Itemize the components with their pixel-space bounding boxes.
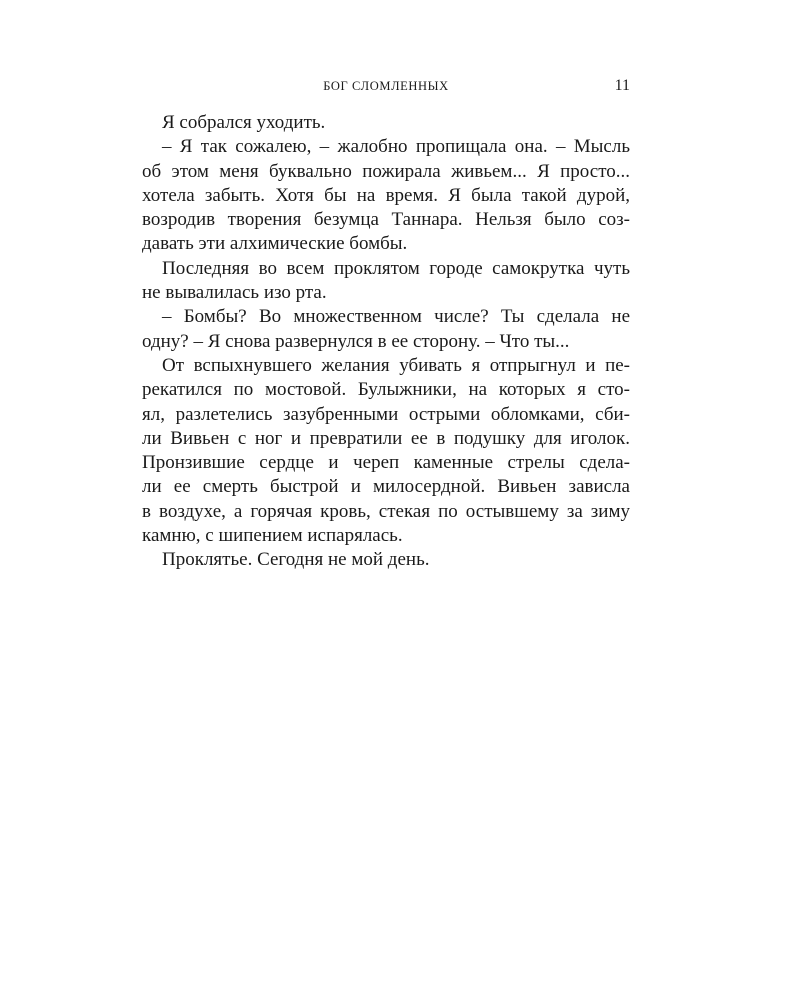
text-line: не вывалилась изо рта. [142,282,327,304]
text-line: давать эти алхимические бомбы. [142,233,408,255]
running-title: БОГ СЛОМЛЕННЫХ [323,79,449,93]
text-line: камню, с шипением испарялась. [142,525,403,547]
text-line: об этом меня буквально пожирала живьем... Я просто... [142,160,630,182]
text-line: в воздухе, а горячая кровь, стекая по остывшему за зиму [142,500,630,522]
text-line: ли ее смерть быстрой и милосердной. Вивьен зависла [142,476,630,498]
text-line: Проклятье. Сегодня не мой день. [162,549,430,571]
page-header [142,76,630,96]
text-line: – Я так сожалею, – жалобно пропищала она. – Мысль [162,136,630,158]
text-line: – Бомбы? Во множественном числе? Ты сделала не [162,306,630,328]
text-line: Я собрался уходить. [162,112,326,133]
text-line: От вспыхнувшего желания убивать я отпрыгнул и пе- [162,354,630,376]
text-line: одну? – Я снова развернулся в ее сторону. – Что ты... [142,330,570,352]
body-text [142,111,630,573]
page-number: 11 [614,77,630,94]
text-line: возродив творения безумца Таннара. Нельзя было соз- [142,209,630,231]
text-line: Последняя во всем проклятом городе самокрутка чуть [162,257,630,279]
text-line: хотела забыть. Хотя бы на время. Я была такой дурой, [142,184,630,206]
text-line: Пронзившие сердце и череп каменные стрелы сдела- [142,452,630,474]
text-line: ял, разлетелись зазубренными острыми обломками, сби- [142,403,630,425]
text-line: ли Вивьен с ног и превратили ее в подушку для иголок. [142,427,630,449]
text-line: рекатился по мостовой. Булыжники, на которых я сто- [142,379,630,401]
